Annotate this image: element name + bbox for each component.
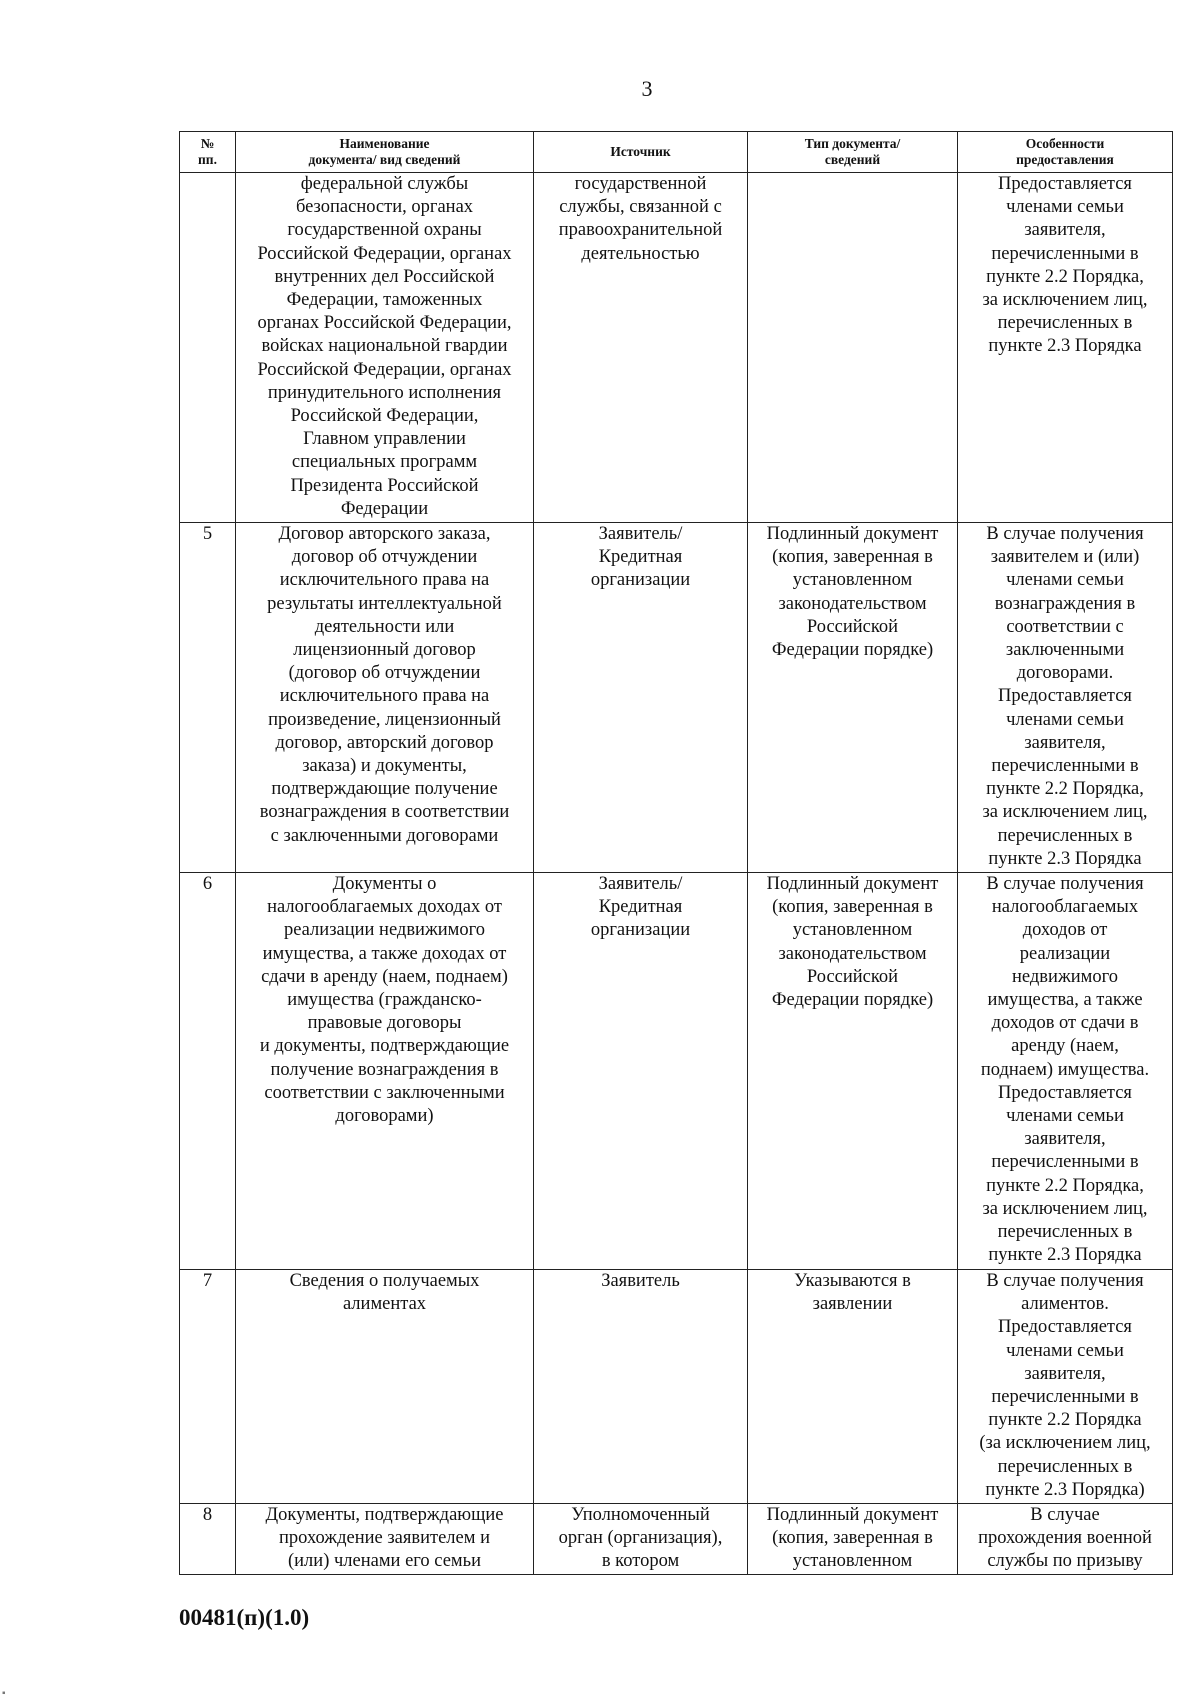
header-features: Особенности предоставления	[958, 132, 1173, 173]
row-document-type	[748, 173, 958, 523]
row-features: В случае получения заявителем и (или) членами семьи вознаграждения в соответствии с заключенными договорами. Предоставляется членами семьи заявителя, перечисленными в пункте 2.2 Порядка, за исключением лиц, перечисленных в пункте 2.3 Порядка	[958, 523, 1173, 873]
row-number	[180, 173, 236, 523]
row-document-type: Указываются в заявлении	[748, 1270, 958, 1504]
row-document-type: Подлинный документ (копия, заверенная в установленном	[748, 1504, 958, 1575]
scan-artifact: ▪	[2, 1688, 6, 1699]
table-row	[180, 523, 1173, 873]
row-document-name: Договор авторского заказа, договор об отчуждении исключительного права на результаты интеллектуальной деятельности или лицензионный договор (договор об отчуждении исключительного права на произведение, лицензионный договор, авторский договор заказа) и документы, подтверждающие получение вознаграждения в соответствии с заключенными договорами	[236, 523, 534, 873]
documents-table	[179, 131, 1173, 1575]
header-document-name: Наименование документа/ вид сведений	[236, 132, 534, 173]
row-source: Заявитель	[534, 1270, 748, 1504]
row-document-type: Подлинный документ (копия, заверенная в установленном законодательством Российской Федерации порядке)	[748, 873, 958, 1270]
row-features: В случае получения налогооблагаемых доходов от реализации недвижимого имущества, а также доходов от сдачи в аренду (наем, поднаем) имущества. Предоставляется членами семьи заявителя, перечисленными в пункте 2.2 Порядка, за исключением лиц, перечисленных в пункте 2.3 Порядка	[958, 873, 1173, 1270]
row-document-name: Документы, подтверждающие прохождение заявителем и (или) членами его семьи	[236, 1504, 534, 1575]
row-features: В случае получения алиментов. Предоставляется членами семьи заявителя, перечисленными в пункте 2.2 Порядка (за исключением лиц, перечисленных в пункте 2.3 Порядка)	[958, 1270, 1173, 1504]
row-document-type: Подлинный документ (копия, заверенная в установленном законодательством Российской Федерации порядке)	[748, 523, 958, 873]
table-row	[180, 1504, 1173, 1575]
row-number: 8	[180, 1504, 236, 1575]
row-number: 5	[180, 523, 236, 873]
header-document-type: Тип документа/ сведений	[748, 132, 958, 173]
table-row	[180, 173, 1173, 523]
row-document-name: федеральной службы безопасности, органах государственной охраны Российской Федерации, органах внутренних дел Российской Федерации, таможенных органах Российской Федерации, войсках национальной гвардии Российской Федерации, органах принудительного исполнения Российской Федерации, Главном управлении специальных программ Президента Российской Федерации	[236, 173, 534, 523]
row-document-name: Документы о налогооблагаемых доходах от реализации недвижимого имущества, а также доходах от сдачи в аренду (наем, поднаем) имущества (гражданско- правовые договоры и документы, подтверждающие получение вознаграждения в соответствии с заключенными договорами)	[236, 873, 534, 1270]
header-number: № пп.	[180, 132, 236, 173]
header-source: Источник	[534, 132, 748, 173]
row-features: В случае прохождения военной службы по призыву	[958, 1504, 1173, 1575]
row-number: 6	[180, 873, 236, 1270]
row-features: Предоставляется членами семьи заявителя, перечисленными в пункте 2.2 Порядка, за исключением лиц, перечисленных в пункте 2.3 Порядка	[958, 173, 1173, 523]
table-header-row	[180, 132, 1173, 173]
table-row	[180, 873, 1173, 1270]
row-source: Заявитель/ Кредитная организации	[534, 873, 748, 1270]
row-source: государственной службы, связанной с правоохранительной деятельностью	[534, 173, 748, 523]
row-source: Заявитель/ Кредитная организации	[534, 523, 748, 873]
row-number: 7	[180, 1270, 236, 1504]
page-number: 3	[641, 76, 653, 101]
document-code: 00481(п)(1.0)	[179, 1605, 310, 1630]
table-row	[180, 1270, 1173, 1504]
row-document-name: Сведения о получаемых алиментах	[236, 1270, 534, 1504]
row-source: Уполномоченный орган (организация), в котором	[534, 1504, 748, 1575]
